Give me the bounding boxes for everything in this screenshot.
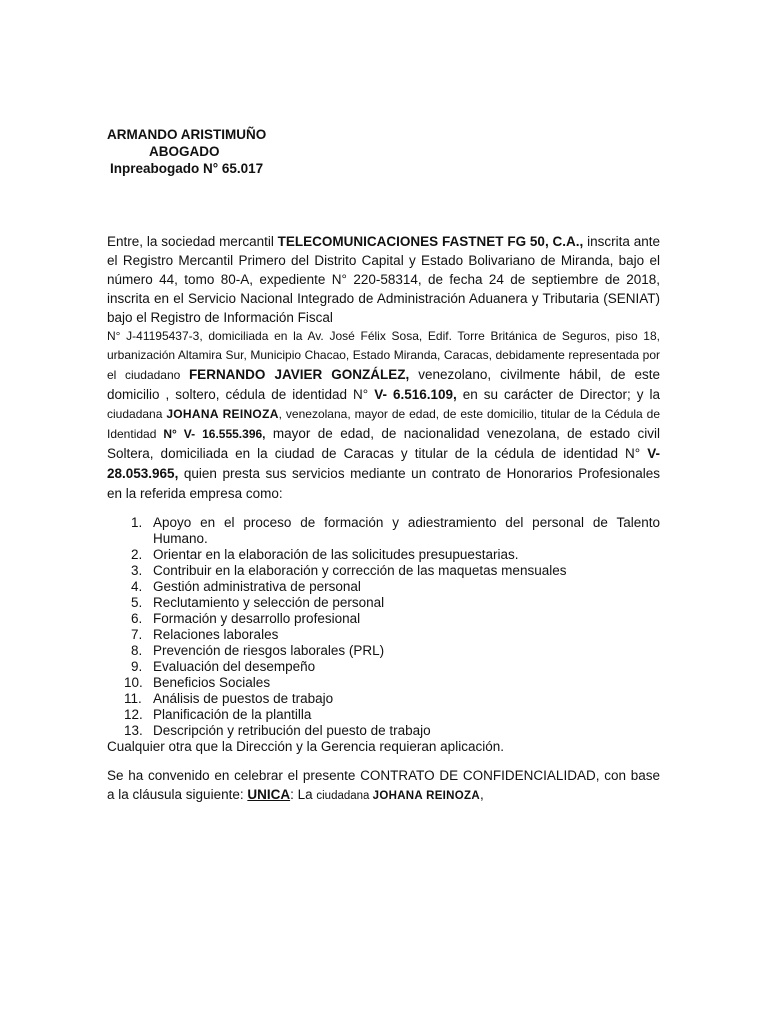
lawyer-title: ABOGADO <box>149 144 220 159</box>
text-run: quien presta sus servicios mediante un contrato de Honorarios Profesionales en la referida empresa como: <box>107 466 660 501</box>
list-number: 12. <box>124 707 143 722</box>
employee-id-1: N° V- 16.555.396, <box>163 427 266 441</box>
list-number: 13. <box>124 723 143 738</box>
employee-name: JOHANA REINOZA <box>166 407 279 421</box>
list-text: Prevención de riesgos laborales (PRL) <box>153 643 385 658</box>
company-name: TELECOMUNICACIONES FASTNET FG 50, C.A., <box>277 234 584 249</box>
list-item <box>107 627 660 643</box>
list-item <box>107 675 660 691</box>
list-number: 9. <box>131 659 143 674</box>
employee-id-2: V- 28.053.965, <box>107 446 660 481</box>
list-number: 11. <box>124 691 142 706</box>
list-item <box>107 563 660 579</box>
list-item <box>107 595 660 611</box>
text-run: N° J-41195437-3, domiciliada en la Av. José Félix Sosa, Edif. Torre Británica de Seguros, piso 18, urbanización Altamira Sur, Municipio Chacao, Estado Miranda, Caracas, debidamente representada por el ciudadano <box>107 329 660 382</box>
list-text: Relaciones laborales <box>153 627 279 642</box>
other-duties: Cualquier otra que la Dirección y la Gerencia requieran aplicación. <box>107 739 504 754</box>
contract-body <box>107 232 660 806</box>
list-item <box>107 707 660 723</box>
representative-id: V- 6.516.109, <box>374 387 457 402</box>
list-item <box>107 691 660 707</box>
text-run: , <box>479 787 484 802</box>
list-item <box>107 515 660 547</box>
list-number: 3. <box>131 563 143 578</box>
list-text: Beneficios Sociales <box>153 675 271 690</box>
text-run: venezolano, civilmente hábil, de este domicilio , soltero, cédula de identidad N° <box>107 367 660 402</box>
list-text: Evaluación del desempeño <box>153 659 316 674</box>
list-number: 5. <box>131 595 143 610</box>
list-number: 7. <box>131 627 143 642</box>
list-number: 8. <box>131 643 143 658</box>
lawyer-registration: Inpreabogado N° 65.017 <box>110 161 264 176</box>
duties-list-b <box>107 579 660 739</box>
list-number: 2. <box>131 547 143 562</box>
clause-label: UNICA <box>247 787 291 802</box>
text-run: : La <box>290 787 317 802</box>
employee-name: JOHANA REINOZA <box>372 790 480 802</box>
text-run: ciudadana <box>107 407 167 421</box>
text-run: mayor de edad, de nacionalidad venezolana, de estado civil Soltera, domiciliada en la ciudad de Caracas y titular de la cédula de identidad N° <box>107 426 660 461</box>
list-item <box>107 723 660 739</box>
text-run: , venezolana, mayor de edad, de este domicilio, titular de la Cédula de Identidad <box>107 407 660 441</box>
duties-list-a <box>107 515 660 579</box>
list-text: Descripción y retribución del puesto de trabajo <box>153 723 431 738</box>
list-text: Apoyo en el proceso de formación y adiestramiento del personal de Talento Humano. <box>153 515 660 546</box>
list-text: Planificación de la plantilla <box>153 707 312 722</box>
list-text: Gestión administrativa de personal <box>153 579 361 594</box>
representative-name: FERNANDO JAVIER GONZÁLEZ, <box>188 367 410 382</box>
list-text: Reclutamiento y selección de personal <box>153 595 385 610</box>
list-item <box>107 659 660 675</box>
list-item <box>107 547 660 563</box>
list-item <box>107 611 660 627</box>
text-run: ciudadana <box>316 790 373 802</box>
letterhead <box>107 126 266 177</box>
list-number: 6. <box>131 611 143 626</box>
list-item <box>107 579 660 595</box>
list-number: 10. <box>124 675 143 690</box>
text-run: Entre, la sociedad mercantil <box>107 234 278 249</box>
text-run: en su carácter de Director; y la <box>456 387 660 402</box>
paragraph-parties <box>107 232 660 327</box>
list-text: Formación y desarrollo profesional <box>153 611 361 626</box>
paragraph-representatives <box>107 327 660 504</box>
text-run: Se ha convenido en celebrar el presente CONTRATO DE CONFIDENCIALIDAD, con base a la cláusula siguiente: <box>107 768 660 802</box>
list-number: 4. <box>131 579 143 594</box>
lawyer-name: ARMANDO ARISTIMUÑO <box>107 127 267 142</box>
list-item <box>107 643 660 659</box>
list-number: 1. <box>131 515 143 530</box>
paragraph-agreement <box>107 766 660 806</box>
list-text: Análisis de puestos de trabajo <box>153 691 334 706</box>
text-run: inscrita ante el Registro Mercantil Primero del Distrito Capital y Estado Bolivariano de Miranda, bajo el número 44, tomo 80-A, expediente N° 220-58314, de fecha 24 de septiembre de 2018, inscrita en el Servicio Nacional Integrado de Administración Aduanera y Tributaria (SENIAT) bajo el Registro de Información Fiscal <box>107 234 660 325</box>
list-text: Orientar en la elaboración de las solicitudes presupuestarias. <box>153 547 519 562</box>
list-text: Contribuir en la elaboración y corrección de las maquetas mensuales <box>153 563 567 578</box>
